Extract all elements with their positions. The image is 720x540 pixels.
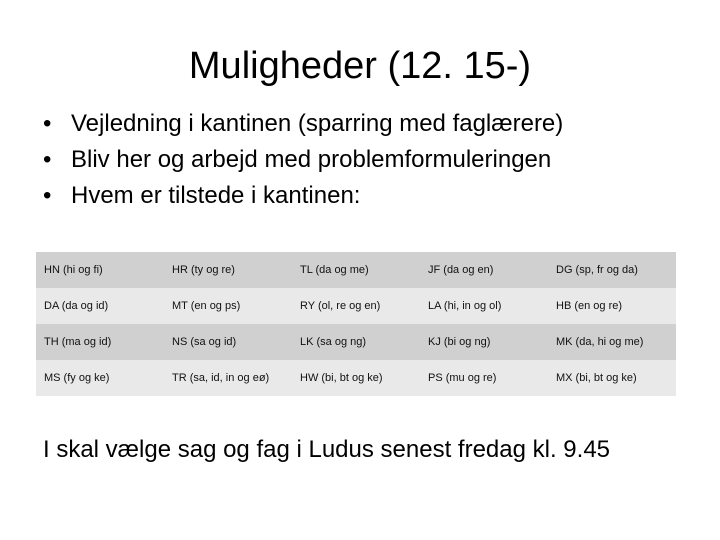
table-cell: NS (sa og id) <box>164 324 292 360</box>
bullet-dot: • <box>43 110 52 137</box>
table-cell: HN (hi og fi) <box>36 252 164 288</box>
table-cell: MT (en og ps) <box>164 288 292 324</box>
bullet-text: Hvem er tilstede i kantinen: <box>71 182 361 209</box>
table-cell: PS (mu og re) <box>420 360 548 396</box>
table-row <box>36 324 676 360</box>
table-cell: MK (da, hi og me) <box>548 324 676 360</box>
staff-table <box>36 252 676 396</box>
table-cell: MX (bi, bt og ke) <box>548 360 676 396</box>
bullet-item <box>43 178 563 214</box>
table-cell: TH (ma og id) <box>36 324 164 360</box>
table-row <box>36 360 676 396</box>
table-cell: JF (da og en) <box>420 252 548 288</box>
table-cell: LA (hi, in og ol) <box>420 288 548 324</box>
table-cell: DG (sp, fr og da) <box>548 252 676 288</box>
table-cell: TR (sa, id, in og eø) <box>164 360 292 396</box>
bullet-dot: • <box>43 182 52 209</box>
table-cell: TL (da og me) <box>292 252 420 288</box>
table-cell: MS (fy og ke) <box>36 360 164 396</box>
deadline-note: I skal vælge sag og fag i Ludus senest fredag kl. 9.45 <box>43 436 611 463</box>
bullet-dot: • <box>43 146 52 173</box>
bullet-list <box>43 106 563 214</box>
table-row <box>36 288 676 324</box>
table-cell: HR (ty og re) <box>164 252 292 288</box>
table-cell: HW (bi, bt og ke) <box>292 360 420 396</box>
table-cell: LK (sa og ng) <box>292 324 420 360</box>
table-cell: DA (da og id) <box>36 288 164 324</box>
bullet-item <box>43 106 563 142</box>
table-row <box>36 252 676 288</box>
bullet-item <box>43 142 563 178</box>
table-cell: RY (ol, re og en) <box>292 288 420 324</box>
table-cell: KJ (bi og ng) <box>420 324 548 360</box>
bullet-text: Bliv her og arbejd med problemformuleringen <box>71 146 552 173</box>
slide-title: Muligheder (12. 15-) <box>188 45 532 87</box>
table-cell: HB (en og re) <box>548 288 676 324</box>
bullet-text: Vejledning i kantinen (sparring med faglærere) <box>71 110 564 137</box>
